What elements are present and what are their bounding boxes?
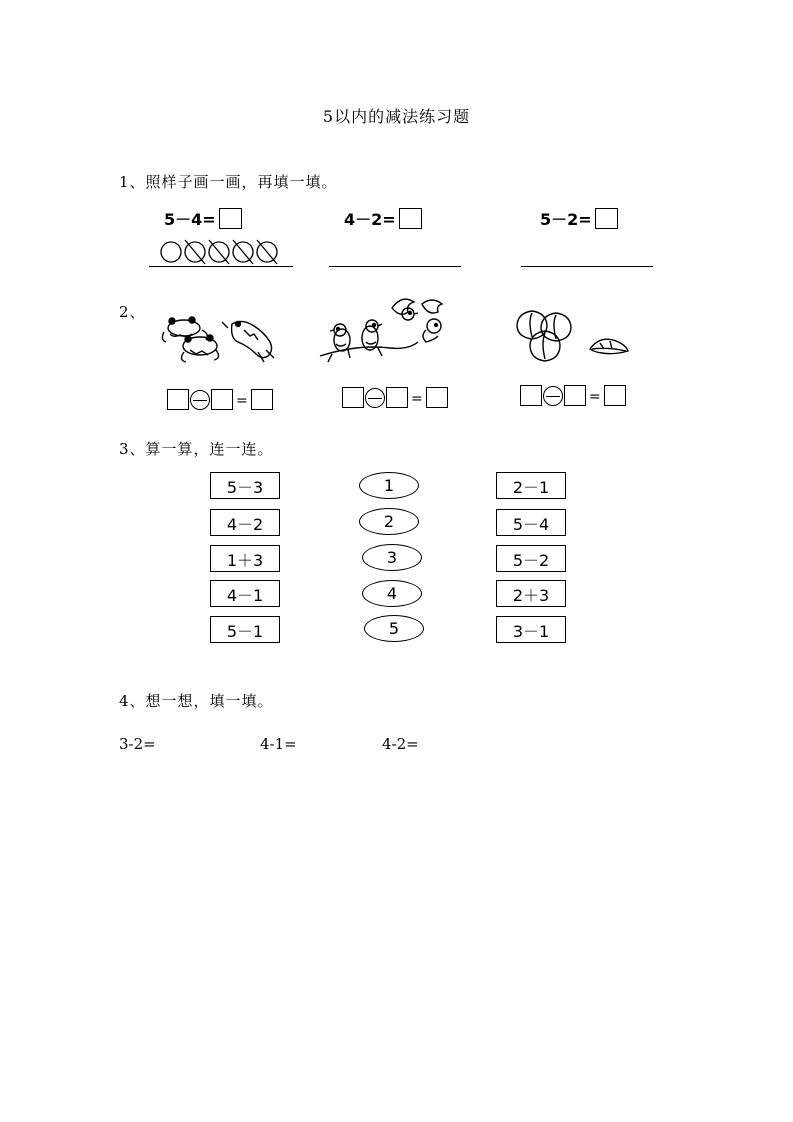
q1-expr-1: 5－4= bbox=[164, 210, 216, 229]
q3-answer-oval[interactable]: 2 bbox=[359, 508, 419, 535]
q3-answer-oval[interactable]: 4 bbox=[362, 580, 422, 607]
q3-right-expr[interactable]: 3－1 bbox=[496, 616, 566, 643]
q2-box-2a[interactable] bbox=[342, 387, 364, 408]
minus-circle-icon bbox=[365, 388, 385, 408]
crossed-circle-icon bbox=[209, 240, 229, 264]
q2-box-3b[interactable] bbox=[564, 385, 586, 406]
q1-drawing-line-1[interactable] bbox=[149, 266, 293, 267]
q3-right-expr[interactable]: 5－4 bbox=[496, 509, 566, 536]
q1-expr-3: 5－2= bbox=[540, 210, 592, 229]
frogs-illustration bbox=[158, 312, 283, 367]
q1-answer-box-2[interactable] bbox=[399, 208, 422, 229]
equals-sign: = bbox=[589, 389, 601, 405]
page-title: 5以内的减法练习题 bbox=[322, 107, 471, 126]
crossed-circle-icon bbox=[185, 240, 205, 264]
q1-equation-2 bbox=[344, 207, 422, 230]
peach-icon bbox=[541, 313, 571, 341]
q2-equation-3 bbox=[520, 385, 626, 406]
q3-right-expr[interactable]: 2－1 bbox=[496, 472, 566, 499]
q1-answer-box-1[interactable] bbox=[219, 208, 242, 229]
q1-expr-2: 4－2= bbox=[344, 210, 396, 229]
q2-box-2c[interactable] bbox=[426, 387, 448, 408]
q4-item-3[interactable]: 4-2= bbox=[382, 735, 419, 753]
q2-box-2b[interactable] bbox=[386, 387, 408, 408]
crossed-circle-icon bbox=[257, 240, 277, 264]
equals-sign: = bbox=[236, 393, 248, 409]
birds-illustration bbox=[318, 294, 453, 366]
peaches-illustration bbox=[512, 307, 632, 365]
q2-equation-1 bbox=[167, 389, 273, 410]
q1-equation-3 bbox=[540, 207, 618, 230]
bird-icon bbox=[362, 320, 382, 350]
q3-left-expr[interactable]: 1＋3 bbox=[210, 545, 280, 572]
q1-equation-1 bbox=[164, 207, 242, 230]
q3-answer-oval[interactable]: 5 bbox=[364, 615, 424, 642]
crossed-circle-icon bbox=[233, 240, 253, 264]
q2-box-1b[interactable] bbox=[211, 389, 233, 410]
peach-icon bbox=[530, 331, 560, 361]
leaf-icon bbox=[590, 339, 628, 353]
frog-icon bbox=[181, 335, 218, 362]
q3-left-expr[interactable]: 4－1 bbox=[210, 580, 280, 607]
q3-answer-oval[interactable]: 1 bbox=[359, 472, 419, 499]
q1-answer-box-3[interactable] bbox=[595, 208, 618, 229]
q1-heading: 1、照样子画一画，再填一填。 bbox=[119, 173, 338, 191]
q3-answer-oval[interactable]: 3 bbox=[362, 544, 422, 571]
q1-example-circles bbox=[158, 239, 283, 267]
q2-box-3a[interactable] bbox=[520, 385, 542, 406]
q4-item-2[interactable]: 4-1= bbox=[260, 735, 297, 753]
q1-drawing-line-2[interactable] bbox=[329, 266, 461, 267]
q4-item-1[interactable]: 3-2= bbox=[119, 735, 156, 753]
flying-bird-icon bbox=[422, 300, 442, 342]
q3-right-expr[interactable]: 5－2 bbox=[496, 545, 566, 572]
q3-left-expr[interactable]: 4－2 bbox=[210, 509, 280, 536]
q2-heading: 2、 bbox=[119, 303, 146, 321]
q3-left-expr[interactable]: 5－1 bbox=[210, 616, 280, 643]
q2-box-1c[interactable] bbox=[251, 389, 273, 410]
q3-right-expr[interactable]: 2＋3 bbox=[496, 580, 566, 607]
minus-circle-icon bbox=[190, 390, 210, 410]
q3-left-expr[interactable]: 5－3 bbox=[210, 472, 280, 499]
minus-circle-icon bbox=[543, 386, 563, 406]
frog-jumping-icon bbox=[222, 321, 274, 362]
q4-heading: 4、想一想，填一填。 bbox=[119, 692, 274, 710]
q3-heading: 3、算一算，连一连。 bbox=[119, 440, 274, 458]
q2-equation-2 bbox=[342, 387, 448, 408]
flying-bird-icon bbox=[392, 299, 418, 320]
equals-sign: = bbox=[411, 391, 423, 407]
q1-drawing-line-3[interactable] bbox=[521, 266, 653, 267]
q2-box-1a[interactable] bbox=[167, 389, 189, 410]
q2-box-3c[interactable] bbox=[604, 385, 626, 406]
bird-icon bbox=[330, 324, 350, 351]
circle-icon bbox=[161, 242, 181, 262]
